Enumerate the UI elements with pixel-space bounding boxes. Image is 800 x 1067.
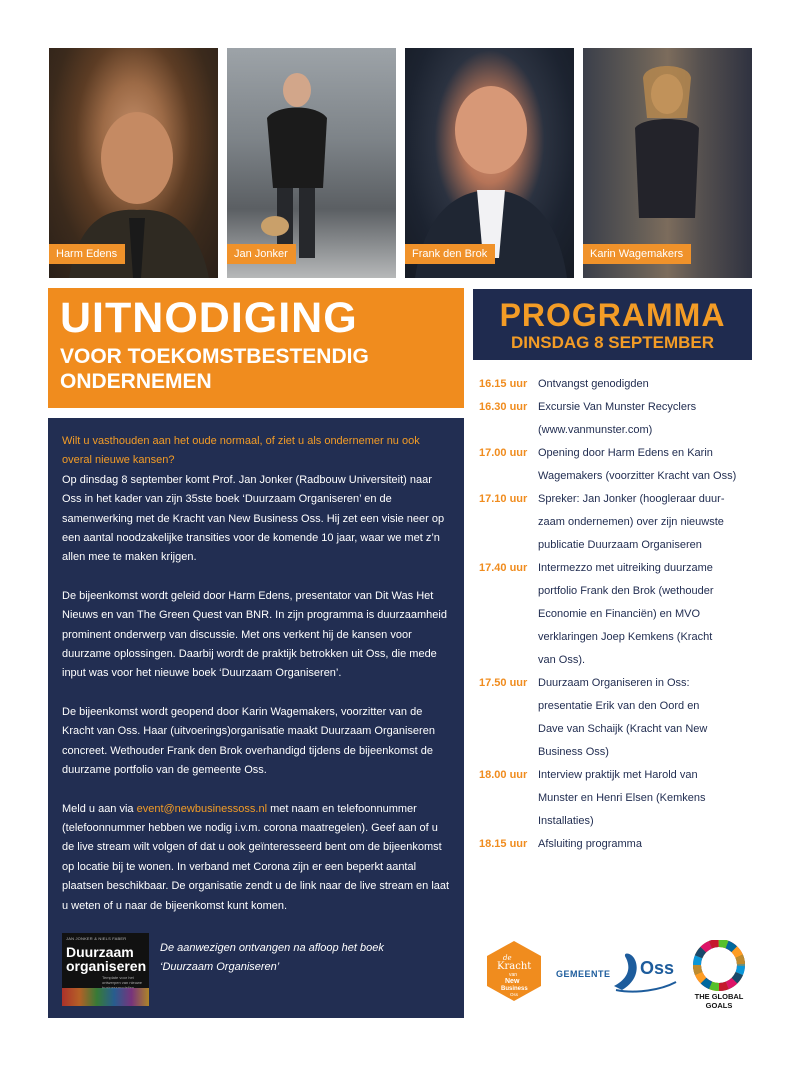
schedule-row [479, 833, 759, 856]
book-cover-title: Duurzaam organiseren [66, 944, 147, 974]
logo-text: Business [501, 986, 528, 992]
schedule-time [479, 465, 538, 488]
schedule-description: verklaringen Joep Kemkens (Kracht [538, 631, 713, 643]
invitation-header [48, 288, 464, 408]
schedule-description: Excursie Van Munster Recyclers [538, 401, 697, 413]
schedule-row [479, 764, 759, 787]
speaker-caption: Karin Wagemakers [583, 244, 691, 264]
schedule-row [479, 442, 759, 465]
sdg-wheel-icon [683, 940, 755, 992]
schedule-time [479, 810, 538, 833]
schedule-time [479, 603, 538, 626]
schedule-row [479, 810, 759, 833]
schedule-time: 18.15 uur [479, 838, 528, 850]
schedule-item [479, 833, 759, 856]
book-cover [62, 933, 149, 1006]
schedule-row [479, 741, 759, 764]
schedule-item [479, 672, 759, 764]
book-cover-header: JAN JONKER & NIELS FABER [66, 936, 127, 941]
schedule-description: Intermezzo met uitreiking duurzame [538, 562, 713, 574]
schedule-time: 16.30 uur [479, 401, 528, 413]
schedule-description: Economie en Financiën) en MVO [538, 608, 701, 620]
schedule-row [479, 511, 759, 534]
schedule-time [479, 511, 538, 534]
schedule-time [479, 626, 538, 649]
schedule-row [479, 603, 759, 626]
body-paragraph: De bijeenkomst wordt geleid door Harm Edens, presentator van Dit Was Het Nieuws en van The Green Quest van BNR. In zijn programma is duurzaamheid prominent onderwerp van discussie. Met ons verkent hij de kansen voor duurzame oplossingen. Daarbij wordt de praktijk betrokken uit Oss, die mede input was voor het nieuwe boek ‘Duurzaam Organiseren’. [62, 589, 447, 680]
schedule-item [479, 488, 759, 557]
global-goals-text: THE GLOBAL GOALS [694, 992, 744, 1010]
schedule-row [479, 465, 759, 488]
global-goals-logo [683, 940, 755, 1010]
speaker-caption: Jan Jonker [227, 244, 296, 264]
speaker-photo-frank-den-brok [405, 48, 574, 278]
invitation-subtitle: ONDERNEMEN [60, 370, 212, 393]
schedule-description: portfolio Frank den Brok (wethouder [538, 585, 714, 597]
programma-date: DINSDAG 8 SEPTEMBER [510, 333, 715, 352]
logo-text: de [503, 954, 512, 962]
speaker-photo-jan-jonker [227, 48, 396, 278]
schedule-row [479, 787, 759, 810]
schedule-item [479, 442, 759, 488]
schedule-row [479, 672, 759, 695]
schedule-description: Duurzaam Organiseren in Oss: [538, 677, 690, 689]
invitation-subtitle: VOOR TOEKOMSTBESTENDIG [60, 345, 369, 368]
schedule-time [479, 695, 538, 718]
schedule-row [479, 649, 759, 672]
schedule-time [479, 718, 538, 741]
schedule-row [479, 534, 759, 557]
body-paragraph: Meld u aan via [62, 802, 137, 815]
schedule-description: publicatie Duurzaam Organiseren [538, 539, 702, 551]
schedule-description: Interview praktijk met Harold van [538, 769, 698, 781]
logo-text: New [505, 978, 520, 985]
speaker-photo-harm-edens [49, 48, 218, 278]
schedule-description: presentatie Erik van den Oord en [538, 700, 700, 712]
speaker-photo-karin-wagemakers [583, 48, 752, 278]
schedule-item [479, 557, 759, 672]
schedule-time [479, 741, 538, 764]
book-cover-stripe [62, 988, 149, 1006]
gemeente-oss-logo [556, 950, 678, 994]
kracht-van-new-business-oss-logo [485, 940, 543, 1002]
schedule-description: zaam ondernemen) over zijn nieuwste [538, 516, 724, 528]
schedule-row [479, 695, 759, 718]
schedule-row [479, 557, 759, 580]
schedule-row [479, 580, 759, 603]
schedule-description: (www.vanmunster.com) [538, 424, 653, 436]
programma-title: PROGRAMMA [499, 297, 726, 333]
schedule-row [479, 488, 759, 511]
logo-text: Kracht [497, 961, 532, 972]
invitation-title: UITNODIGING [60, 294, 358, 342]
logo-text: Oss [510, 992, 519, 997]
body-paragraph: De bijeenkomst wordt geopend door Karin Wagemakers, voorzitter van de Kracht van Oss. Haar (uitvoerings)organisatie maakt Duurzaam Organiseren concreet. Wethouder Frank den Brok overhandigd tijdens de bijeenkomst de duurzame portfolio van de gemeente Oss. [62, 705, 435, 777]
gemeente-label: GEMEENTE [556, 969, 611, 979]
schedule-time [479, 534, 538, 557]
invitation-body [48, 418, 464, 1018]
schedule-time [479, 580, 538, 603]
programma-schedule [479, 373, 759, 856]
schedule-row [479, 396, 759, 419]
schedule-row [479, 718, 759, 741]
schedule-time [479, 649, 538, 672]
schedule-item [479, 396, 759, 442]
schedule-item [479, 764, 759, 833]
schedule-time: 17.50 uur [479, 677, 528, 689]
body-paragraph: Op dinsdag 8 september komt Prof. Jan Jonker (Radbouw Universiteit) naar Oss in het kader van zijn 35ste boek ‘Duurzaam Organiseren’ en de samenwerking met de Kracht van New Business Oss. Hij zet een visie neer op een aantal noodzakelijke transities voor de komende 10 jaar, waar we met z’n allen mee te maken krijgen. [62, 473, 445, 564]
schedule-time: 17.10 uur [479, 493, 528, 505]
schedule-time: 18.00 uur [479, 769, 528, 781]
schedule-description: Spreker: Jan Jonker (hoogleraar duur- [538, 493, 725, 505]
schedule-description: Afsluiting programma [538, 838, 642, 850]
schedule-description: Dave van Schaijk (Kracht van New [538, 723, 708, 735]
programma-header [473, 289, 752, 360]
schedule-description: van Oss). [538, 654, 586, 666]
schedule-time: 17.40 uur [479, 562, 528, 574]
schedule-description: Opening door Harm Edens en Karin [538, 447, 713, 459]
speaker-caption: Harm Edens [49, 244, 125, 264]
schedule-description: Ontvangst genodigden [538, 378, 649, 390]
schedule-description: Munster en Henri Elsen (Kemkens [538, 792, 706, 804]
email-link[interactable]: event@newbusinessoss.nl [136, 802, 268, 815]
schedule-row [479, 626, 759, 649]
body-paragraph: met naam en telefoonnummer (telefoonnummer hebben we nodig i.v.m. corona maatregelen). Geef aan of u de live stream wilt volgen of dat u ook geïnteresseerd bent om de bijeenkomst op locatie bij te wonen. In verband met Corona zijn er een beperkt aantal plaatsen beschikbaar. De organisatie zendt u de link naar de live stream en laat u weten of u naar de bijeenkomst kunt komen. [62, 802, 450, 912]
schedule-description: Installaties) [538, 815, 594, 827]
schedule-row [479, 419, 759, 442]
schedule-time: 16.15 uur [479, 378, 528, 390]
speaker-caption: Frank den Brok [405, 244, 495, 264]
gemeente-name: Oss [640, 958, 675, 978]
schedule-time [479, 419, 538, 442]
book-note: De aanwezigen ontvangen na afloop het boek ‘Duurzaam Organiseren’ [160, 942, 384, 973]
logo-text: van [509, 972, 518, 978]
schedule-time [479, 787, 538, 810]
schedule-time: 17.00 uur [479, 447, 528, 459]
book-cover-tagline: Template voor het ontwerpen van nieuwe [102, 975, 143, 985]
schedule-item [479, 373, 759, 396]
lead-question: Wilt u vasthouden aan het oude normaal, of ziet u als ondernemer nu ook overal nieuwe kansen? [62, 435, 420, 467]
schedule-description: Wagemakers (voorzitter Kracht van Oss) [538, 470, 737, 482]
schedule-row [479, 373, 759, 396]
schedule-description: Business Oss) [538, 746, 609, 758]
